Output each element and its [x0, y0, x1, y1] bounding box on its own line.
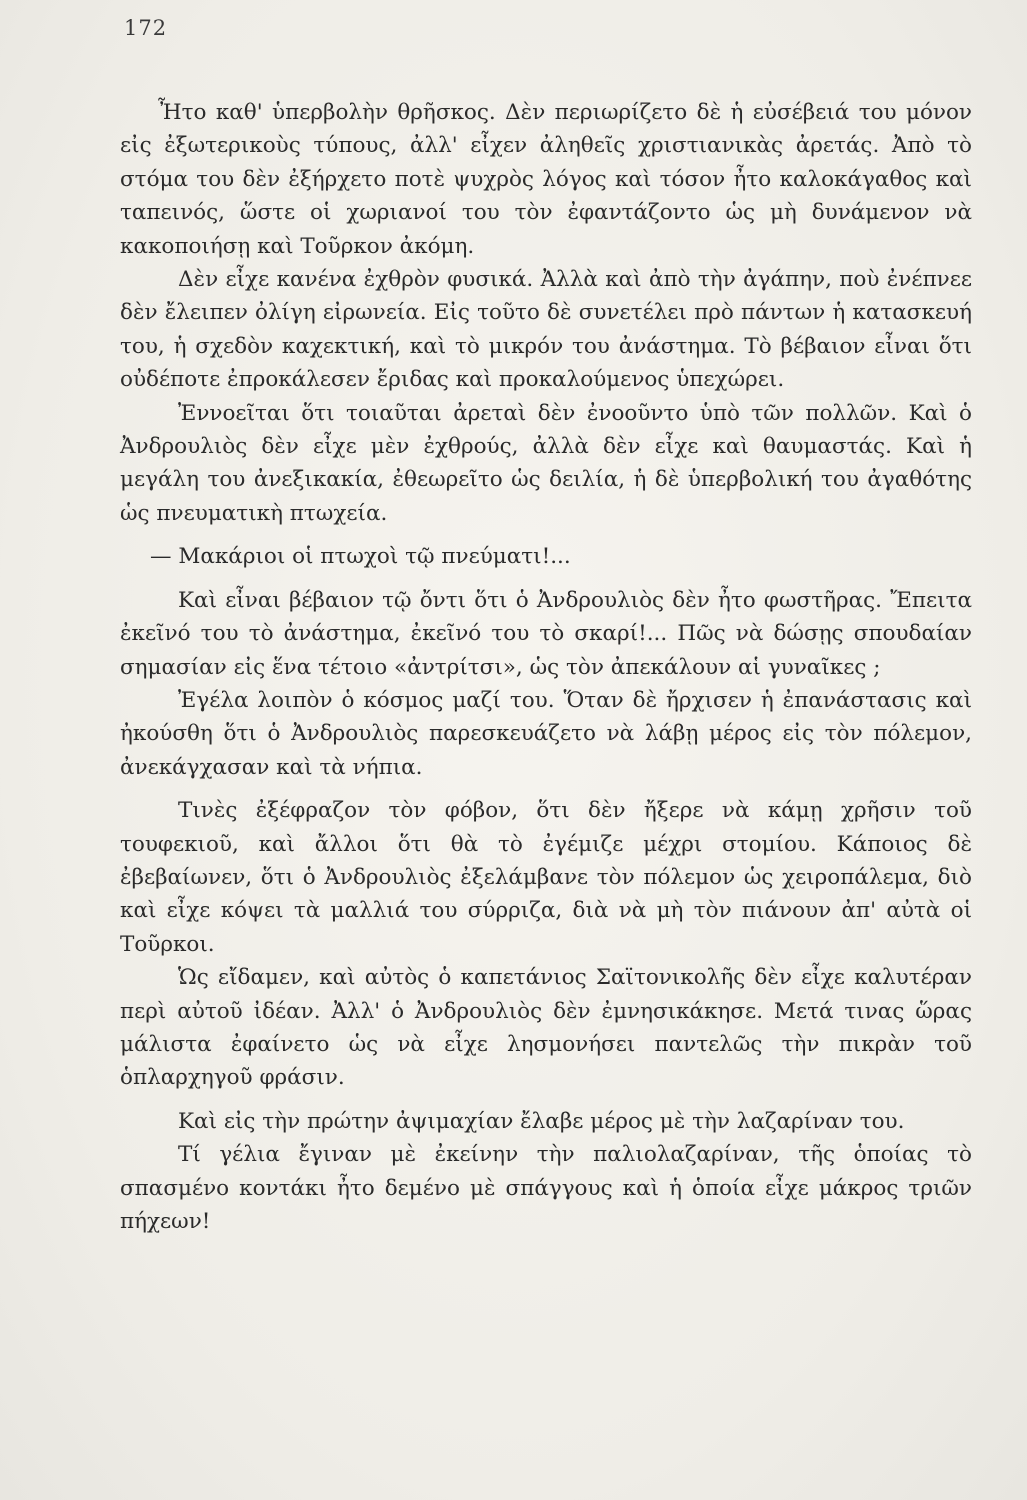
paragraph-3: Ἐννοεῖται ὅτι τοιαῦται ἀρεταὶ δὲν ἐνοοῦντο ὑπὸ τῶν πολλῶν. Καὶ ὁ Ἀνδρουλιὸς δὲν εἶχε μὲν ἐχθρούς, ἀλλὰ δὲν εἶχε καὶ θαυμαστάς. Καὶ ἡ μεγάλη του ἀνεξικακία, ἐθεωρεῖτο ὡς δειλία, ἡ δὲ ὑπερβολική του ἀγαθότης ὡς πνευματικὴ πτωχεία. — [120, 400, 972, 526]
paragraph-7: Τινὲς ἐξέφραζον τὸν φόβον, ὅτι δὲν ἤξερε νὰ κάμῃ χρῆσιν τοῦ τουφεκιοῦ, καὶ ἄλλοι ὅτι θὰ τὸ ἐγέμιζε μέχρι στομίου. Κάποιος δὲ ἐβεβαίωνεν, ὅτι ὁ Ἀνδρουλιὸς ἐξελάμβανε τὸν πόλεμον ὡς χειροπάλεμα, διὸ καὶ εἶχε κόψει τὰ μαλλιά του σύρριζα, διὰ νὰ μὴ τὸν πιάνουν ἀπ' αὐτὰ οἱ Τοῦρκοι. — [120, 798, 972, 957]
paragraph-9: Καὶ εἰς τὴν πρώτην ἀψιμαχίαν ἔλαβε μέρος μὲ τὴν λαζαρίναν του. — [178, 1108, 905, 1134]
paragraph-5: Καὶ εἶναι βέβαιον τῷ ὄντι ὅτι ὁ Ἀνδρουλιὸς δὲν ἦτο φωστῆρας. Ἔπειτα ἐκεῖνό του τὸ ἀνάστημα, ἐκεῖνό του τὸ σκαρί!... Πῶς νὰ δώσῃς σπουδαίαν σημασίαν εἰς ἕνα τέτοιο «ἀντρίτσι», ὡς τὸν ἀπεκάλουν αἱ γυναῖκες ; — [120, 587, 972, 680]
paragraph-8: Ὡς εἴδαμεν, καὶ αὐτὸς ὁ καπετάνιος Σαϊτονικολῆς δὲν εἶχε καλυτέραν περὶ αὐτοῦ ἰδέαν. Ἀλλ' ὁ Ἀνδρουλιὸς δὲν ἐμνησικάκησε. Μετά τινας ὥρας μάλιστα ἐφαίνετο ὡς νὰ εἶχε λησμονήσει παντελῶς τὴν πικρὰν τοῦ ὁπλαρχηγοῦ φράσιν. — [120, 965, 972, 1091]
paragraph-4-quote: — Μακάριοι οἱ πτωχοὶ τῷ πνεύματι!... — [150, 544, 571, 570]
paragraph-6: Ἐγέλα λοιπὸν ὁ κόσμος μαζί του. Ὅταν δὲ ἤρχισεν ἡ ἐπανάστασις καὶ ἠκούσθη ὅτι ὁ Ἀνδρουλιὸς παρεσκευάζετο νὰ λάβῃ μέρος εἰς τὸν πόλεμον, ἀνεκάγχασαν καὶ τὰ νήπια. — [120, 687, 972, 780]
paragraph-1: Ἦτο καθ' ὑπερβολὴν θρῆσκος. Δὲν περιωρίζετο δὲ ἡ εὐσέβειά του μόνον εἰς ἐξωτερικοὺς τύπους, ἀλλ' εἶχεν ἀληθεῖς χριστιανικὰς ἀρετάς. Ἀπὸ τὸ στόμα του δὲν ἐξήρχετο ποτὲ ψυχρὸς λόγος καὶ τόσον ἦτο καλοκάγαθος καὶ ταπεινός, ὥστε οἱ χωριανοί του τὸν ἐφαντάζοντο ὡς μὴ δυνάμενον νὰ κακοποιήσῃ καὶ Τοῦρκον ἀκόμη. — [120, 100, 972, 259]
paragraph-2: Δὲν εἶχε κανένα ἐχθρὸν φυσικά. Ἀλλὰ καὶ ἀπὸ τὴν ἀγάπην, ποὺ ἐνέπνεε δὲν ἔλειπεν ὀλίγη εἰρωνεία. Εἰς τοῦτο δὲ συνετέλει πρὸ πάντων ἡ κατασκευή του, ἡ σχεδὸν καχεκτική, καὶ τὸ μικρόν του ἀνάστημα. Τὸ βέβαιον εἶναι ὅτι οὐδέποτε ἐπροκάλεσεν ἔριδας καὶ προκαλούμενος ὑπεχώρει. — [120, 267, 972, 393]
paragraph-10: Τί γέλια ἔγιναν μὲ ἐκείνην τὴν παλιολαζαρίναν, τῆς ὁποίας τὸ σπασμένο κοντάκι ἦτο δεμένο μὲ σπάγγους καὶ ἡ ὁποία εἶχε μάκρος τριῶν πήχεων! — [120, 1142, 972, 1234]
page-number: 172 — [124, 16, 168, 40]
body-text — [120, 96, 972, 1238]
